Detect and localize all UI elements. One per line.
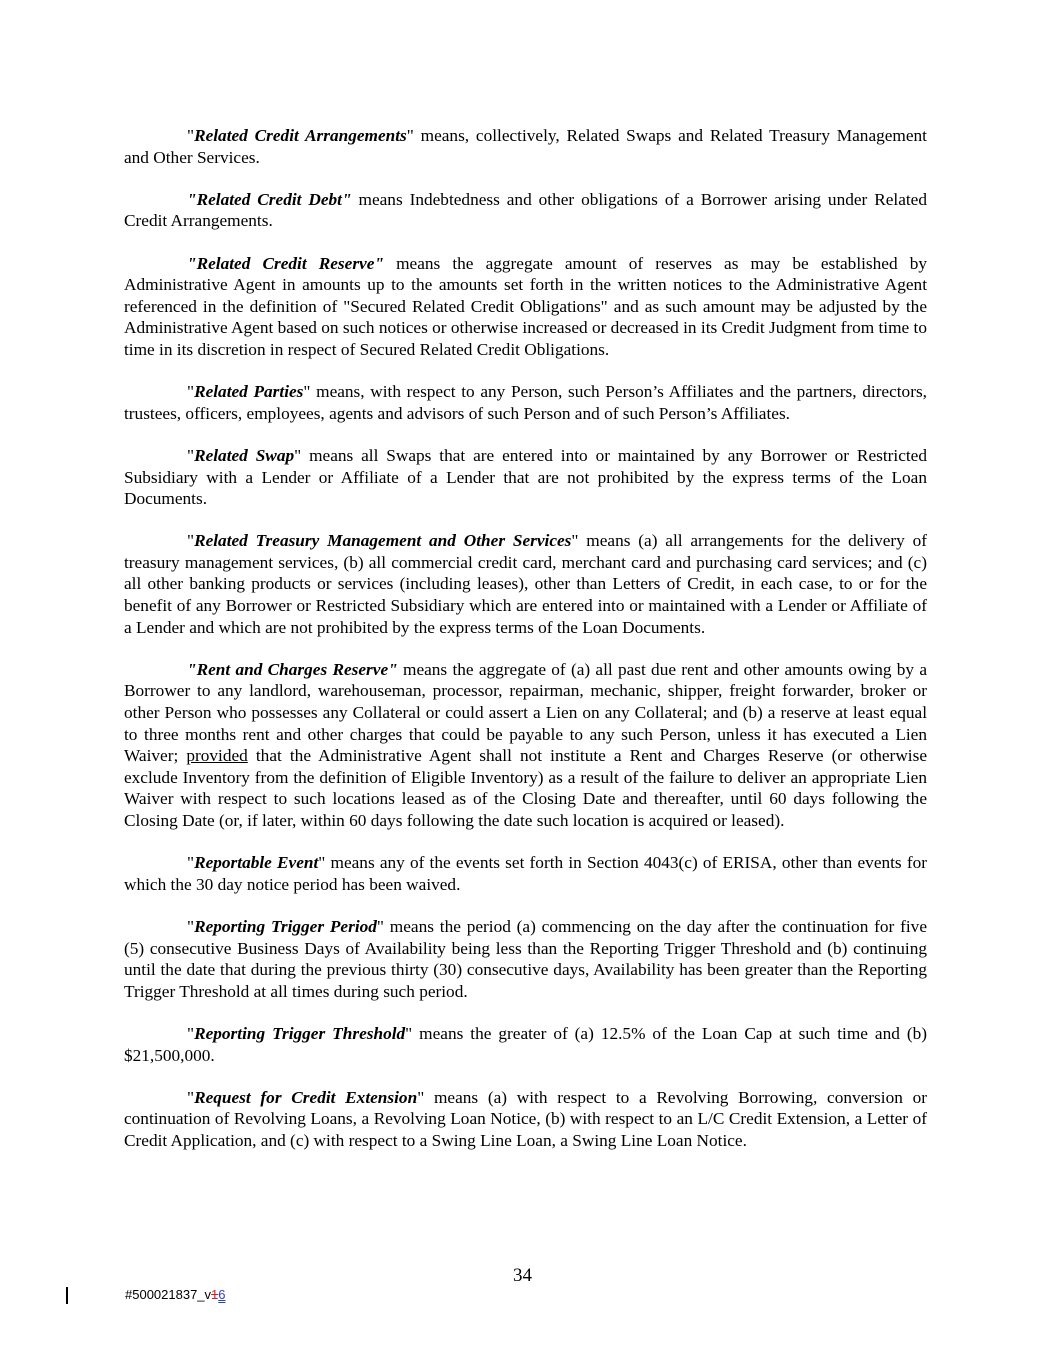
defined-term: "Rent and Charges Reserve"	[187, 659, 398, 679]
definitions-list	[124, 125, 927, 1172]
definition-text: means any of the events set forth in Section 4043(c) of ERISA, other than events for which the 30 day notice period has been waived.	[124, 853, 927, 894]
definition-text: means (a) all arrangements for the delivery of treasury management services, (b) all commercial credit card, merchant card and purchasing card services; and (c) all other banking products or services (including leases), other than Letters of Credit, in each case, to or for the benefit of any Borrower or Restricted Subsidiary which are entered into or maintained with a Lender or Affiliate of a Lender and which are not prohibited by the express terms of the Loan Documents.	[124, 531, 927, 637]
definition-paragraph	[124, 253, 927, 361]
definition-paragraph	[124, 125, 927, 168]
quote-close: "	[318, 853, 326, 873]
document-id	[125, 1287, 226, 1302]
defined-term: Related Parties	[194, 382, 304, 402]
definition-paragraph	[124, 189, 927, 232]
quote-open: "	[187, 1087, 195, 1107]
definition-paragraph	[124, 381, 927, 424]
quote-open: "	[187, 126, 195, 145]
definition-paragraph	[124, 659, 927, 832]
defined-term: Reporting Trigger Period	[194, 916, 377, 936]
definition-paragraph	[124, 852, 927, 895]
definition-text: means, collectively, Related Swaps and Related Treasury Management and Other Services.	[124, 126, 927, 167]
change-bar	[66, 1287, 68, 1304]
definition-paragraph	[124, 1087, 927, 1152]
defined-term: Request for Credit Extension	[194, 1087, 418, 1107]
definition-text: means the period (a) commencing on the day after the continuation for five (5) consecutive Business Days of Availability being less than the Reporting Trigger Threshold and (b) continuing until the date that during the previous thirty (30) consecutive days, Availability has been greater than the Reporting Trigger Threshold at all times during such period.	[124, 916, 927, 1001]
defined-term: Reporting Trigger Threshold	[194, 1023, 406, 1043]
defined-term: Related Swap	[194, 445, 295, 465]
definition-text-continued: that the Administrative Agent shall not institute a Rent and Charges Reserve (or otherwise exclude Inventory from the definition of Eligible Inventory) as a result of the failure to deliver an appropriate Lien Waiver with respect to such locations leased as of the Closing Date and thereafter, until 60 days following the Closing Date (or, if later, within 60 days following the date such location is acquired or leased).	[124, 746, 927, 830]
underlined-word: provided	[186, 746, 248, 766]
defined-term: Related Treasury Management and Other Services	[194, 531, 572, 551]
definition-text: means, with respect to any Person, such Person’s Affiliates and the partners, directors, trustees, officers, employees, agents and advisors of such Person and of such Person’s Affiliates.	[124, 382, 927, 423]
definition-paragraph	[124, 445, 927, 510]
quote-open: "	[187, 531, 195, 551]
doc-id-inserted-version: 6	[218, 1287, 226, 1302]
definition-text: means the aggregate amount of reserves as may be established by Administrative Agent in amounts up to the amounts set forth in the written notices to the Administrative Agent referenced in the definition of "Secured Related Credit Obligations" and as such amount may be adjusted by the Administrative Agent based on such notices or otherwise increased or decreased in its Credit Judgment from time to time in its discretion in respect of Secured Related Credit Obligations.	[124, 253, 927, 359]
quote-close: "	[417, 1087, 425, 1107]
quote-close: "	[376, 916, 384, 936]
definition-text: means (a) with respect to a Revolving Borrowing, conversion or continuation of Revolving Loans, a Revolving Loan Notice, (b) with respect to an L/C Credit Extension, a Letter of Credit Application, and (c) with respect to a Swing Line Loan, a Swing Line Loan Notice.	[124, 1087, 927, 1150]
quote-open: "	[187, 916, 195, 936]
quote-close: "	[571, 531, 579, 551]
quote-open: "	[187, 445, 195, 465]
definition-paragraph	[124, 530, 927, 638]
quote-close: "	[294, 445, 302, 465]
definition-text: means the greater of (a) 12.5% of the Loan Cap at such time and (b) $21,500,000.	[124, 1023, 927, 1065]
quote-open: "	[187, 382, 195, 402]
definition-paragraph	[124, 1023, 927, 1066]
doc-id-prefix: #500021837_v	[125, 1287, 212, 1302]
defined-term: Related Credit Arrangements	[194, 126, 407, 145]
defined-term: Reportable Event	[194, 853, 319, 873]
quote-open: "	[187, 853, 195, 873]
definition-text: means Indebtedness and other obligations of a Borrower arising under Related Credit Arrangements.	[124, 189, 927, 231]
defined-term: "Related Credit Debt"	[187, 189, 352, 209]
definition-text: means all Swaps that are entered into or maintained by any Borrower or Restricted Subsidiary with a Lender or Affiliate of a Lender that are not prohibited by the express terms of the Loan Documents.	[124, 445, 927, 509]
quote-close: "	[303, 382, 311, 402]
doc-id-deleted-version: 1	[211, 1287, 219, 1302]
quote-close: "	[405, 1023, 413, 1043]
definition-text: means the aggregate of (a) all past due rent and other amounts owing by a Borrower to any landlord, warehouseman, processor, repairman, mechanic, shipper, freight forwarder, broker or other Person who possesses any Collateral or could assert a Lien on any Collateral; and (b) a reserve at least equal to three months rent and other charges that could be payable to any such Person, unless it has executed a Lien Waiver;	[124, 659, 927, 766]
defined-term: "Related Credit Reserve"	[187, 253, 384, 273]
page-number: 34	[513, 1265, 532, 1286]
quote-open: "	[187, 1023, 195, 1043]
definition-paragraph	[124, 916, 927, 1002]
quote-close: "	[406, 126, 414, 145]
